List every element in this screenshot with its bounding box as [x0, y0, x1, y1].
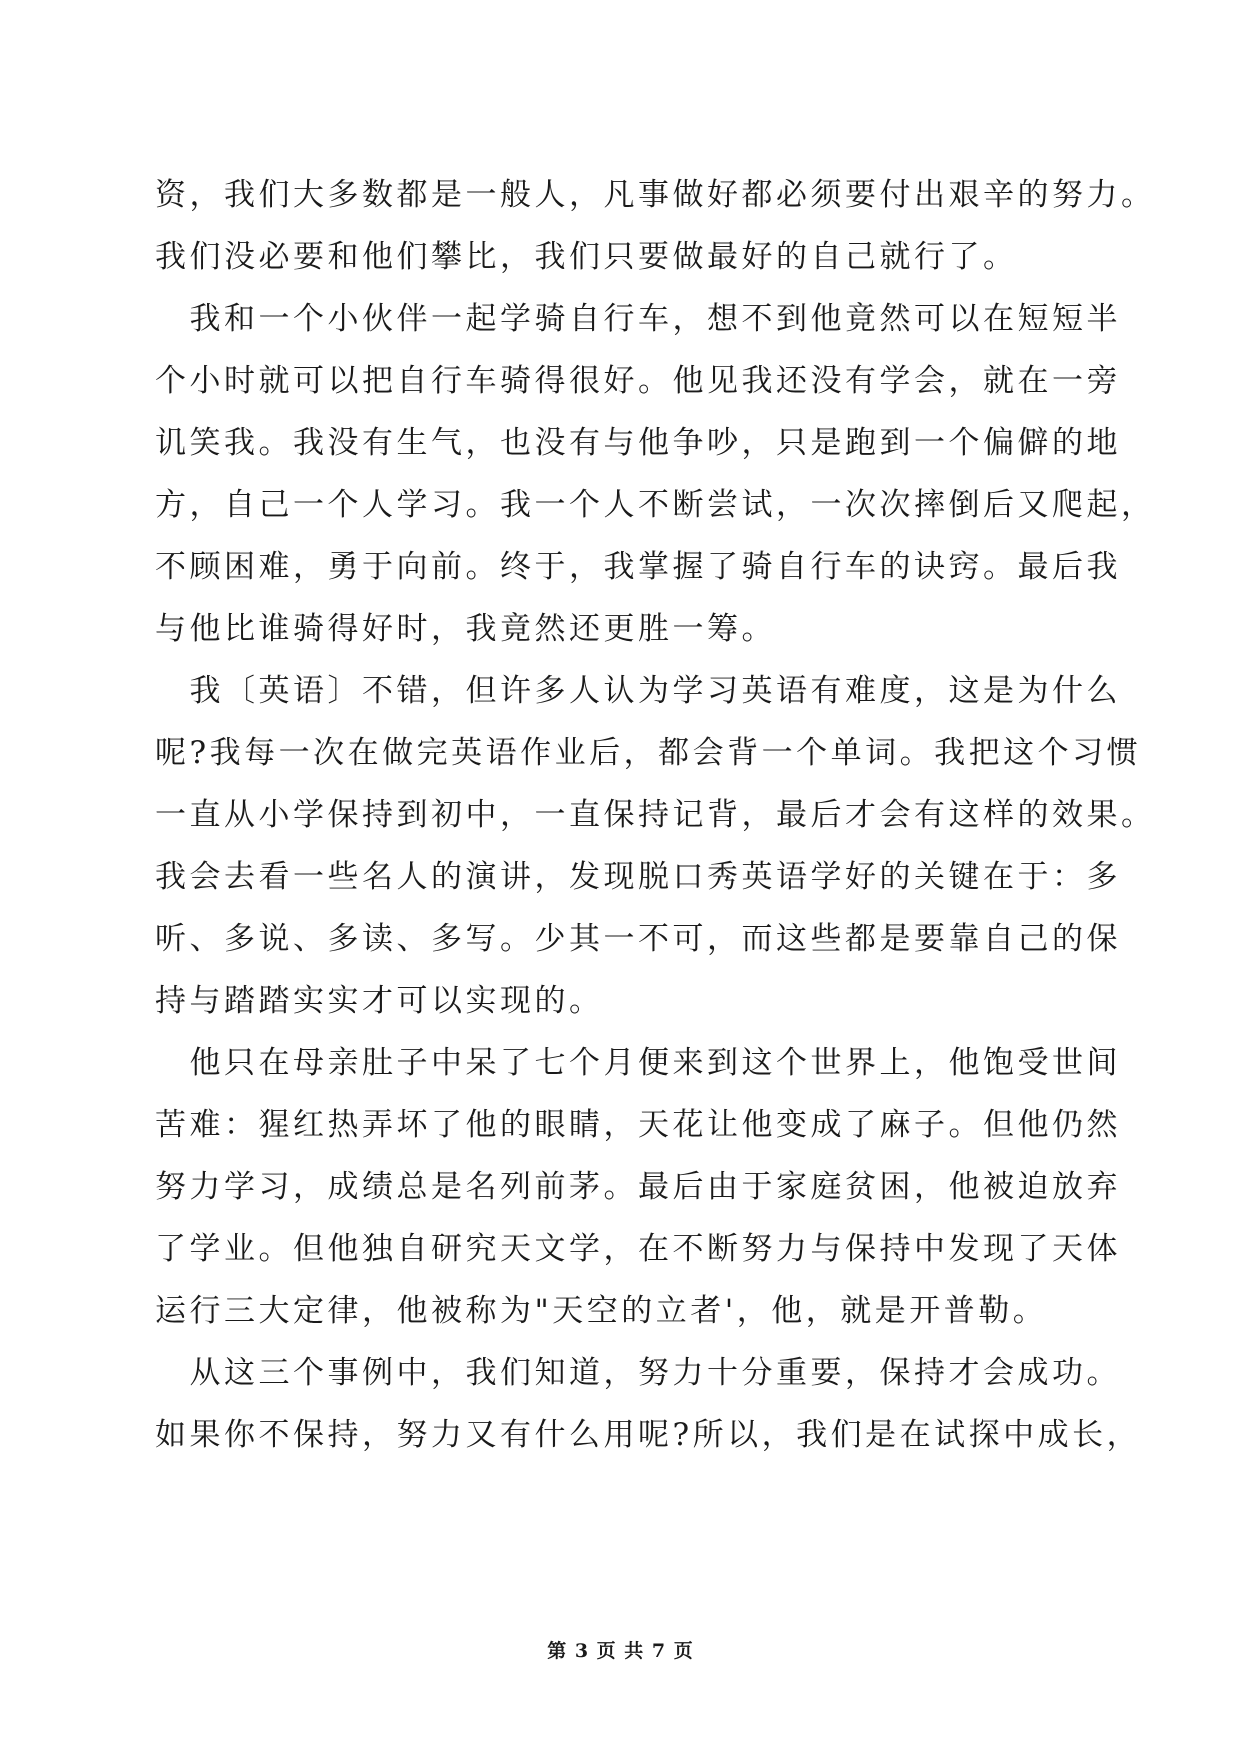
text-line: 我〔英语〕不错，但许多人认为学习英语有难度，这是为什么: [155, 673, 1121, 709]
text-line: 我和一个小伙伴一起学骑自行车，想不到他竟然可以在短短半: [155, 301, 1121, 337]
text-line: 我们没必要和他们攀比，我们只要做最好的自己就行了。: [155, 239, 1018, 275]
text-line: 呢?我每一次在做完英语作业后，都会背一个单词。我把这个习惯: [155, 735, 1142, 771]
text-line: 不顾困难，勇于向前。终于，我掌握了骑自行车的诀窍。最后我: [155, 549, 1121, 585]
text-line: 苦难：猩红热弄坏了他的眼睛，天花让他变成了麻子。但他仍然: [155, 1107, 1121, 1143]
body-text: [155, 164, 1156, 1466]
text-line: 资，我们大多数都是一般人，凡事做好都必须要付出艰辛的努力。: [155, 177, 1156, 213]
text-line: 讥笑我。我没有生气，也没有与他争吵，只是跑到一个偏僻的地: [155, 425, 1121, 461]
text-line: 从这三个事例中，我们知道，努力十分重要，保持才会成功。: [155, 1355, 1121, 1391]
text-line: 运行三大定律，他被称为"天空的立者'，他，就是开普勒。: [155, 1293, 1048, 1329]
text-line: 一直从小学保持到初中，一直保持记背，最后才会有这样的效果。: [155, 797, 1156, 833]
text-line: 他只在母亲肚子中呆了七个月便来到这个世界上，他饱受世间: [155, 1045, 1121, 1081]
text-line: 个小时就可以把自行车骑得很好。他见我还没有学会，就在一旁: [155, 363, 1121, 399]
text-line: 我会去看一些名人的演讲，发现脱口秀英语学好的关键在于：多: [155, 859, 1121, 895]
text-line: 努力学习，成绩总是名列前茅。最后由于家庭贫困，他被迫放弃: [155, 1169, 1121, 1205]
text-line: 与他比谁骑得好时，我竟然还更胜一筹。: [155, 611, 776, 647]
page-number-footer: 第 3 页 共 7 页: [547, 1640, 694, 1662]
text-line: 持与踏踏实实才可以实现的。: [155, 983, 604, 1019]
text-line: 了学业。但他独自研究天文学，在不断努力与保持中发现了天体: [155, 1231, 1121, 1267]
text-line: 听、多说、多读、多写。少其一不可，而这些都是要靠自己的保: [155, 921, 1121, 957]
text-line: 方，自己一个人学习。我一个人不断尝试，一次次摔倒后又爬起，: [155, 487, 1156, 523]
text-line: 如果你不保持，努力又有什么用呢?所以，我们是在试探中成长，: [155, 1417, 1142, 1453]
